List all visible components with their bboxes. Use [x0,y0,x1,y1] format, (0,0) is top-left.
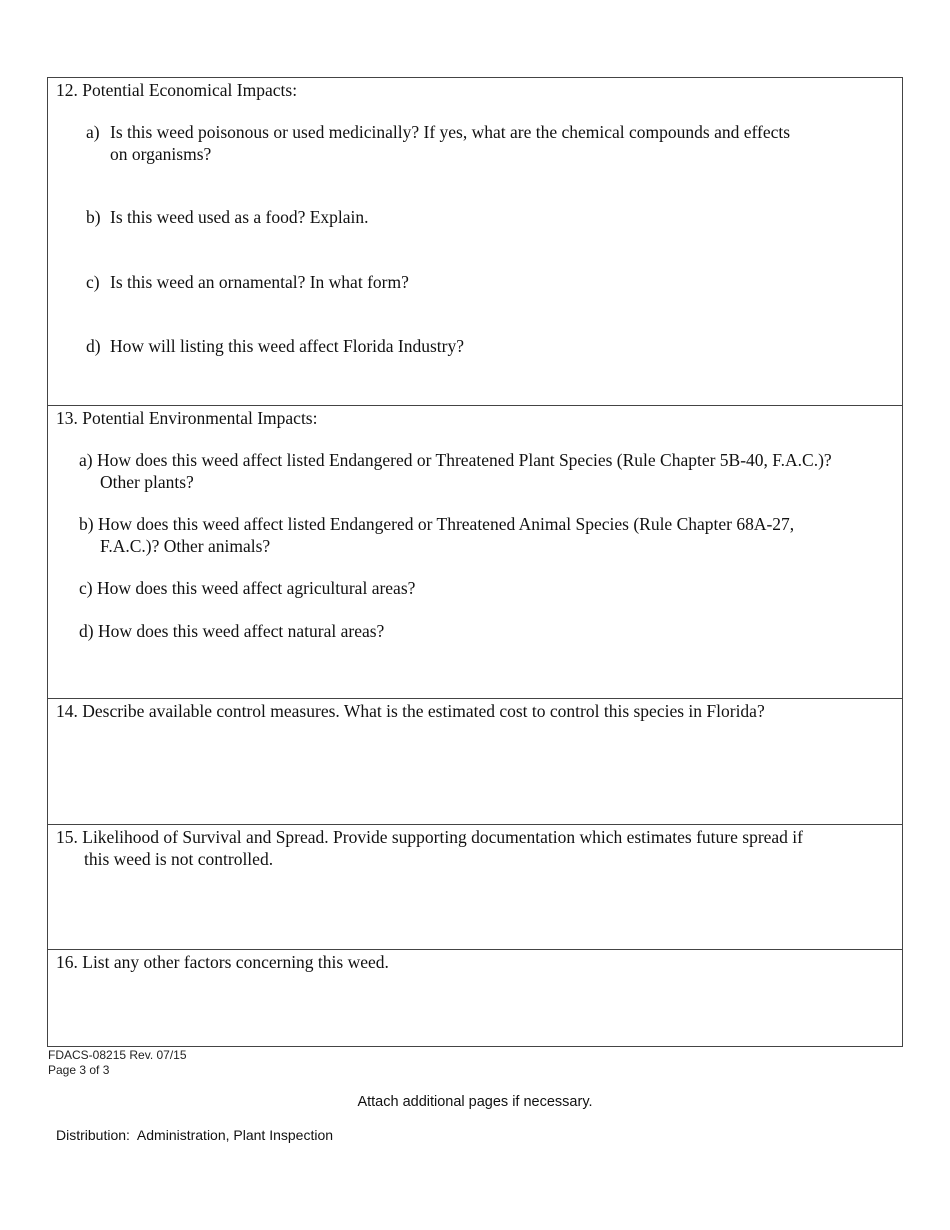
question-marker: b) [86,207,101,227]
page-number: Page 3 of 3 [48,1063,110,1077]
section-title: 15. Likelihood of Survival and Spread. Provide supporting documentation which estimates future spread if this weed is not controlled. [56,827,803,869]
question-marker: c) [86,272,100,292]
distribution-line: Distribution: Administration, Plant Inspection [56,1127,334,1143]
question-12a [86,121,806,165]
section-title: 16. List any other factors concerning this weed. [56,952,389,972]
question-13d: d) How does this weed affect natural areas? [79,621,385,641]
question-13c: c) How does this weed affect agricultural areas? [79,578,416,598]
form-table [47,77,903,1047]
question-text: Is this weed poisonous or used medicinally? If yes, what are the chemical compounds and effects on organisms? [110,122,791,164]
section-title: 12. Potential Economical Impacts: [56,80,298,100]
question-12b [86,206,806,228]
section-control-measures [48,699,902,825]
question-12c [86,271,806,293]
section-other-factors [48,950,902,1046]
section-title: 14. Describe available control measures. What is the estimated cost to control this species in Florida? [56,701,765,721]
question-13b: b) How does this weed affect listed Endangered or Threatened Animal Species (Rule Chapter 68A-27, F.A.C.)? Other animals? [79,514,795,556]
question-text: Is this weed used as a food? Explain. [110,207,369,227]
attach-note: Attach additional pages if necessary. [357,1094,593,1110]
section-title: 13. Potential Environmental Impacts: [56,408,318,428]
question-text: Is this weed an ornamental? In what form? [110,272,409,292]
question-marker: a) [86,122,100,142]
question-text: How will listing this weed affect Florida Industry? [110,336,464,356]
question-13a: a) How does this weed affect listed Endangered or Threatened Plant Species (Rule Chapter 5B-40, F.A.C.)? Other plants? [79,450,832,492]
question-12d [86,335,806,357]
question-marker: d) [86,336,101,356]
section-environmental-impacts [48,406,902,699]
section-economical-impacts [48,78,902,406]
section-survival-spread [48,825,902,950]
form-code: FDACS-08215 Rev. 07/15 [48,1048,187,1062]
